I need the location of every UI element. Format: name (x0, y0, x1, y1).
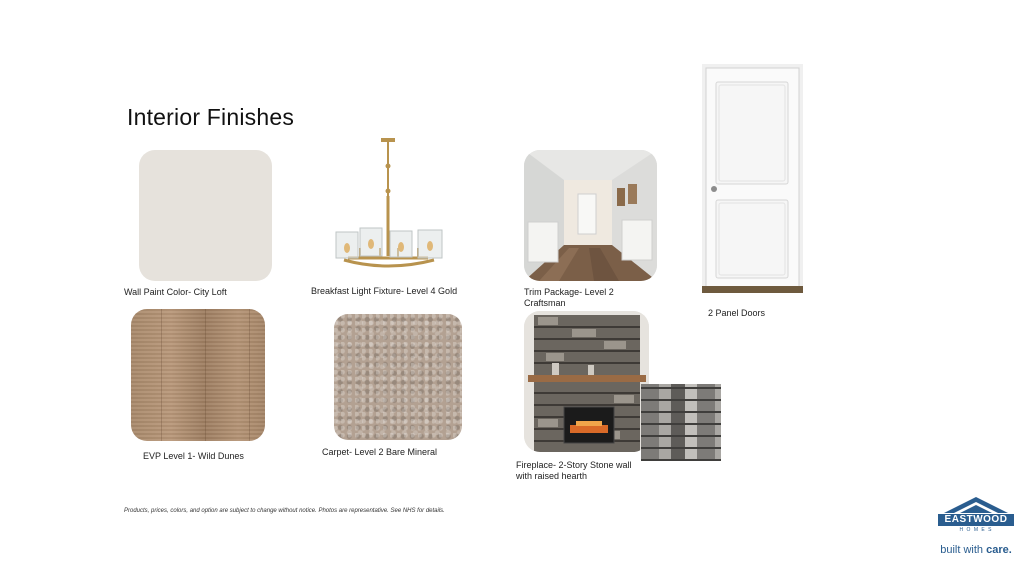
carpet-caption: Carpet- Level 2 Bare Mineral (322, 447, 438, 457)
light-fixture-caption: Breakfast Light Fixture- Level 4 Gold (311, 286, 458, 296)
page-title: Interior Finishes (127, 104, 295, 130)
carpet-swatch (334, 314, 462, 440)
eastwood-homes-logo (934, 496, 1018, 560)
roof-logo-icon (942, 496, 1010, 514)
trim-caption-line1: Trim Package- Level 2 (524, 287, 614, 297)
wall-paint-caption: Wall Paint Color- City Loft (124, 287, 227, 297)
evp-caption: EVP Level 1- Wild Dunes (143, 451, 244, 461)
evp-flooring-swatch (131, 309, 265, 441)
stone-sample-swatch (641, 384, 721, 461)
tagline-plain: built with (940, 544, 987, 556)
trim-hallway-image (524, 150, 657, 281)
fireplace-caption-line2: with raised hearth (516, 471, 588, 481)
disclaimer-text: Products, prices, colors, and option are subject to change without notice. Photos are representative. See NHS for details. (124, 508, 445, 514)
logo-brand: EASTWOOD (938, 514, 1014, 526)
two-panel-door-image (702, 64, 803, 293)
tagline-bold: care. (986, 544, 1012, 556)
chandelier-image (330, 136, 448, 278)
doors-caption: 2 Panel Doors (708, 308, 766, 318)
fireplace-image (524, 311, 649, 452)
logo-sub: H O M E S (959, 527, 993, 533)
trim-caption-line2: Craftsman (524, 298, 566, 308)
logo-tagline (934, 544, 1018, 556)
wall-paint-swatch (139, 150, 272, 281)
fireplace-caption-line1: Fireplace- 2-Story Stone wall (516, 460, 632, 470)
